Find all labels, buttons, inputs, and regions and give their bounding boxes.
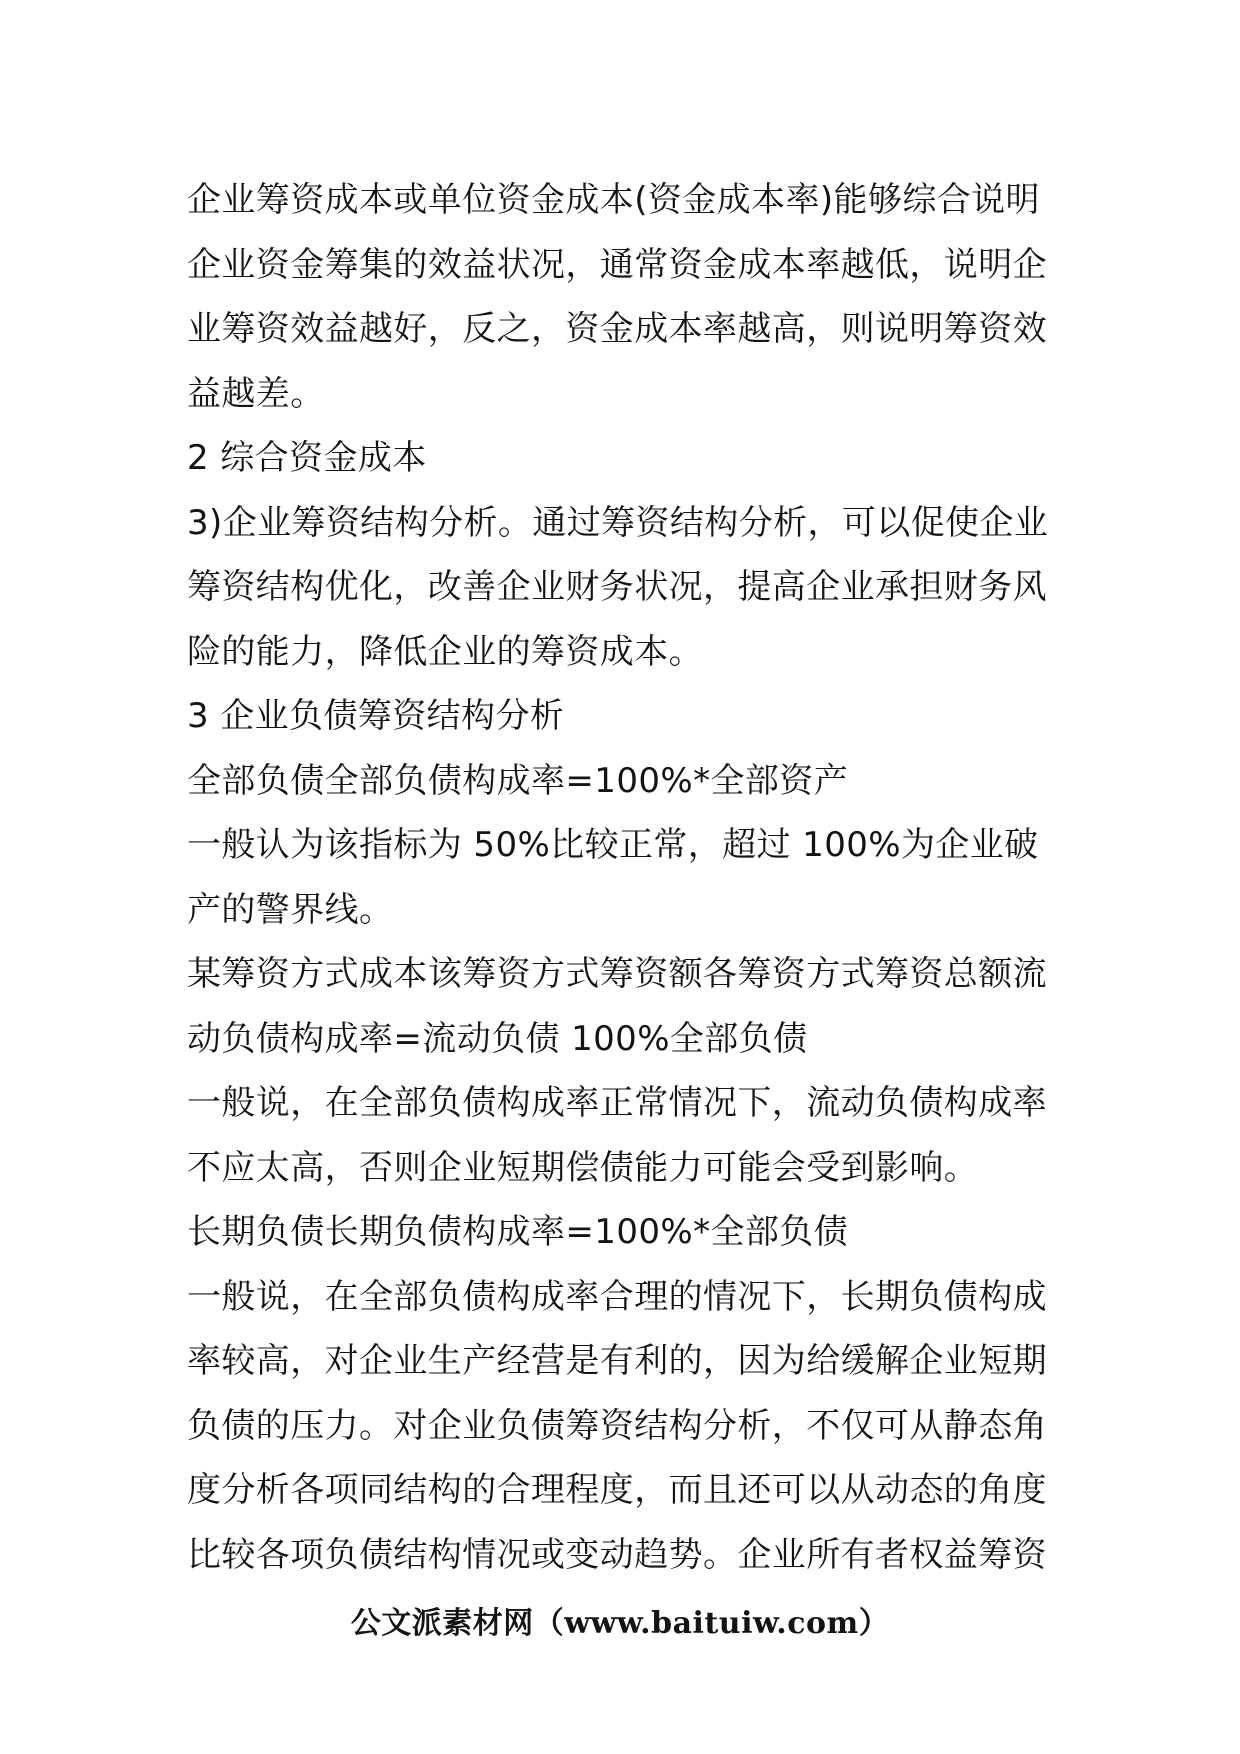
paragraph: 全部负债全部负债构成率=100%*全部资产 xyxy=(187,760,849,801)
paragraph: 一般说，在全部负债构成率合理的情况下，长期负债构成率较高，对企业生产经营是有利的，因为给缓解企业短期负债的压力。对企业负债筹资结构分析，不仅可从静态角度分析各项同结构的合理程度，而且还可以从动态的角度比较各项负债结构情况或变动趋势。企业所有者权益筹资 xyxy=(187,1276,1047,1575)
paragraph: 长期负债长期负债构成率=100%*全部负债 xyxy=(187,1212,849,1252)
paragraph: 某筹资方式成本该筹资方式筹资额各筹资方式筹资总额流动负债构成率=流动负债 100%全部负债 xyxy=(187,954,1047,1059)
paragraph: 2 综合资金成本 xyxy=(187,438,427,478)
paragraph: 3 企业负债筹资结构分析 xyxy=(187,696,565,736)
document-body xyxy=(187,168,1057,1587)
paragraph: 3)企业筹资结构分析。通过筹资结构分析，可以促使企业筹资结构优化，改善企业财务状况，提高企业承担财务风险的能力，降低企业的筹资成本。 xyxy=(187,502,1049,672)
paragraph: 企业筹资成本或单位资金成本(资金成本率)能够综合说明企业资金筹集的效益状况，通常资金成本率越低，说明企业筹资效益越好，反之，资金成本率越高，则说明筹资效益越差。 xyxy=(187,180,1047,414)
paragraph: 一般认为该指标为 50%比较正常，超过 100%为企业破产的警界线。 xyxy=(187,825,1039,930)
page-footer: 公文派素材网（www.baituiw.com） xyxy=(350,1606,890,1641)
paragraph: 一般说，在全部负债构成率正常情况下，流动负债构成率不应太高，否则企业短期偿债能力可能会受到影响。 xyxy=(187,1083,1047,1188)
